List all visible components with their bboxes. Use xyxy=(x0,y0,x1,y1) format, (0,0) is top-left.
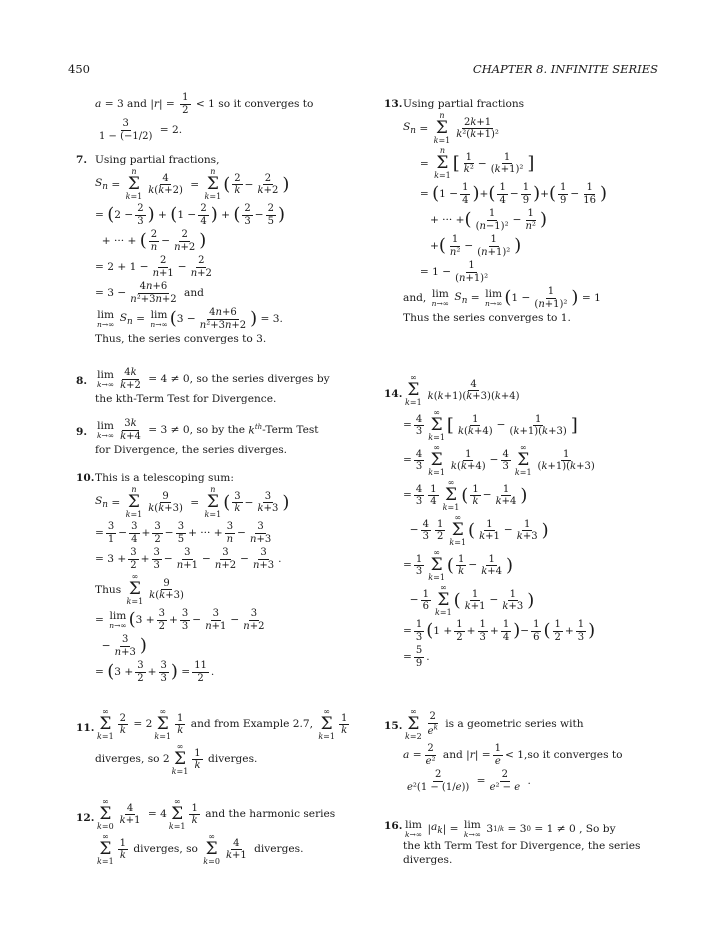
problem-number: 9. xyxy=(76,426,88,438)
equation-line: = $\frac{4}{3}$ ∞ Σ k=1 [ $\frac{1}{k(k+4)}$ − $\frac{1}{(k+1)(k+3)}$ ] xyxy=(403,408,578,442)
equation-line: = ( 2 − $\frac{2}{3}$ ) + ( 1 − $\frac{2}{4}$ ) + ( $\frac{2}{3}$ − $\frac{2}{5}$ ) xyxy=(95,203,286,227)
problem-number: 7. xyxy=(76,154,88,166)
equation-line: − $\frac{3}{n+3}$ ) xyxy=(95,634,147,658)
problem-8 xyxy=(76,367,344,407)
equation-line: − $\frac{1}{6}$ ∞ Σ k=1 ( $\frac{1}{k+1}$ − $\frac{1}{k+3}$ ) xyxy=(403,583,535,617)
equation-line: diverges. xyxy=(403,854,453,867)
equation-line: = $\frac{3}{1}$ − $\frac{3}{4}$ + $\frac{3}{2}$ − $\frac{3}{5}$ + ··· + $\frac{3}{n}$ − $\frac{3}{n+3}$ xyxy=(95,521,272,545)
chapter-title: CHAPTER 8. INFINITE SERIES xyxy=(472,62,658,76)
equation-line: = lim n→∞ ( 3 + $\frac{3}{2}$ + $\frac{3}{3}$ − $\frac{3}{n+1}$ − $\frac{3}{n+2}$ xyxy=(95,608,265,632)
equation-line: $S_n$ = n Σ k=1 $\frac{2k+1}{\text{k²(k+1)²}}$ xyxy=(403,111,499,146)
equation-line: = $\frac{4}{3}$ ∞ Σ k=1 $\frac{1}{k(k+4)}$ − $\frac{4}{3}$ ∞ Σ k=1 $\frac{1}{(k+1)(k+3)}$ xyxy=(403,443,595,477)
equation-line: for Divergence, the series diverges. xyxy=(95,444,288,456)
problem-10 xyxy=(76,472,344,686)
problem-16 xyxy=(384,820,656,868)
equation-line: + ··· + ( $\frac{1}{\text{(n−1)²}}$ − $\frac{1}{\text{n²}}$ ) xyxy=(403,208,547,232)
problem-number: 16. xyxy=(384,820,403,832)
equation-line: the kth-Term Test for Divergence. xyxy=(95,393,277,405)
equation-line: = n Σ k=1 [ $\frac{1}{\text{k²}}$ − $\frac{1}{\text{(k+1)²}}$ ] xyxy=(403,146,535,181)
equation-line: $\frac{2}{\text{e²(1 − (1/e))}}$ = $\frac{2}{\text{e² − e}}$ . xyxy=(407,769,531,793)
equation-line: lim k→∞ $\frac{4k}{k+2}$ = 4 ≠ 0, so the series diverges by xyxy=(97,367,330,391)
equation-line: lim k→∞ | $a_k$ | = lim k→∞ 3 1/k = 3 0 = 1 ≠ 0 , So by xyxy=(405,819,616,839)
equation-line: $S_n$ = n Σ k=1 $\frac{4}{k(k+2)}$ = n Σ k=1 ( $\frac{2}{k}$ − $\frac{2}{k+2}$ ) xyxy=(95,167,290,202)
problem-9 xyxy=(76,418,344,458)
problem-6-continuation xyxy=(76,92,344,144)
equation-line: lim k→∞ $\frac{3k}{k+4}$ = 3 ≠ 0, so by the $k^{th}$ -Term Test xyxy=(97,418,319,442)
equation-line: = ( 3 + $\frac{3}{2}$ + $\frac{3}{3}$ ) = $\frac{11}{2}$ . xyxy=(95,660,215,684)
equation-line: ∞ Σ k=0 $\frac{4}{k+1}$ = 4 ∞ Σ k=1 $\frac{1}{k}$ and the harmonic series xyxy=(97,797,336,831)
problem-12 xyxy=(76,798,344,868)
equation-line: − $\frac{4}{3}$ $\frac{1}{2}$ ∞ Σ k=1 ( $\frac{1}{k+1}$ − $\frac{1}{k+3}$ ) xyxy=(403,513,549,547)
problem-number: 14. xyxy=(384,388,403,400)
equation-line: = $\frac{1}{3}$ ∞ Σ k=1 ( $\frac{1}{k}$ − $\frac{1}{k+4}$ ) xyxy=(403,548,514,582)
equation-line: + ··· + ( $\frac{2}{n}$ − $\frac{2}{n+2}$ ) xyxy=(95,229,207,253)
problem-number: 10. xyxy=(76,472,95,484)
equation-line: ∞ Σ k=2 $\frac{2}{e^k}$ is a geometric series with xyxy=(405,707,584,741)
equation-line: and, lim n→∞ $S_n$ = lim n→∞ ( 1 − $\frac{1}{\text{(n+1)²}}$ ) = 1 xyxy=(403,286,601,310)
equation-line: lim n→∞ $S_n$ = lim n→∞ ( 3 − $\frac{4n+6}{\text{n²+3n+2}}$ ) = 3. xyxy=(97,307,283,331)
equation-line: a = $\frac{2}{\text{e²}}$ and | r | = $\frac{1}{e}$ < 1,so it converges to xyxy=(403,743,623,767)
equation-line: = $\frac{5}{9}$ . xyxy=(403,645,430,669)
equation-line: = $\frac{1}{3}$ ( 1 + $\frac{1}{2}$ + $\frac{1}{3}$ + $\frac{1}{4}$ ) − $\frac{1}{6}$ ( $\frac{1}{2}$ + $\frac{1}{3}$ ) xyxy=(403,619,596,643)
equation-line: = 3 − $\frac{4n+6}{\text{n²+3n+2}}$ and xyxy=(95,281,204,305)
equation-line: = 1 − $\frac{1}{\text{(n+1)²}}$ xyxy=(403,260,489,284)
problem-7 xyxy=(76,154,344,347)
equation-line: = 3 + $\frac{3}{2}$ + $\frac{3}{3}$ − $\frac{3}{n+1}$ − $\frac{3}{n+2}$ − $\frac{3}{n+3}$ . xyxy=(95,547,282,571)
equation-line: = ( 1 − $\frac{1}{4}$ ) + ( $\frac{1}{4}$ − $\frac{1}{9}$ ) + ( $\frac{1}{9}$ − $\frac{1}{16}$ ) xyxy=(403,182,608,206)
problem-text: Using partial fractions, xyxy=(95,154,220,166)
cont-line-2: $\frac{3}{1 - (-1/2)}$ = 2. xyxy=(99,118,183,142)
equation-line: ∞ Σ k=1 $\frac{2}{k}$ = 2 ∞ Σ k=1 $\frac{1}{k}$ and from Example 2.7, ∞ Σ k=1 $\frac{1}{k}$ xyxy=(97,707,348,741)
problem-text: This is a telescoping sum: xyxy=(95,472,234,484)
equation-line: Thus ∞ Σ k=1 $\frac{9}{k(k+3)}$ xyxy=(95,572,184,607)
problem-number: 11. xyxy=(76,722,95,734)
equation-line: = $\frac{4}{3}$ $\frac{1}{4}$ ∞ Σ k=1 ( $\frac{1}{k}$ − $\frac{1}{k+4}$ ) xyxy=(403,478,528,512)
problem-number: 15. xyxy=(384,720,403,732)
problem-text: Using partial fractions xyxy=(403,98,525,110)
problem-14 xyxy=(384,374,656,671)
equation-line: + ( $\frac{1}{\text{n²}}$ − $\frac{1}{\text{(n+1)²}}$ ) xyxy=(403,234,522,258)
conclusion: Thus, the series converges to 3. xyxy=(95,333,267,346)
conclusion: Thus the series converges to 1. xyxy=(403,312,571,325)
equation-line: ∞ Σ k=1 $\frac{4}{k(k+1)(k+3)(k+4)}$ xyxy=(405,373,520,407)
page-number: 450 xyxy=(68,62,90,76)
equation-line: $S_n$ = n Σ k=1 $\frac{9}{k(k+3)}$ = n Σ k=1 ( $\frac{3}{k}$ − $\frac{3}{k+3}$ ) xyxy=(95,485,290,520)
problem-11 xyxy=(76,707,348,778)
equation-line: the kth Term Test for Divergence, the series xyxy=(403,840,641,853)
equation-line: = 2 + 1 − $\frac{2}{n+1}$ − $\frac{2}{n+2}$ xyxy=(95,255,212,279)
equation-line: diverges, so 2 ∞ Σ k=1 $\frac{1}{k}$ diverges. xyxy=(95,742,258,776)
problem-13 xyxy=(384,98,656,326)
cont-line-1: a = 3 and | r | = $\frac{1}{2}$ < 1 so it converges to xyxy=(95,92,314,116)
problem-number: 12. xyxy=(76,812,95,824)
equation-line: ∞ Σ k=1 $\frac{1}{k}$ diverges, so ∞ Σ k=0 $\frac{4}{k+1}$ diverges. xyxy=(97,832,304,866)
problem-15 xyxy=(384,708,656,795)
problem-number: 13. xyxy=(384,98,403,110)
problem-number: 8. xyxy=(76,375,88,387)
